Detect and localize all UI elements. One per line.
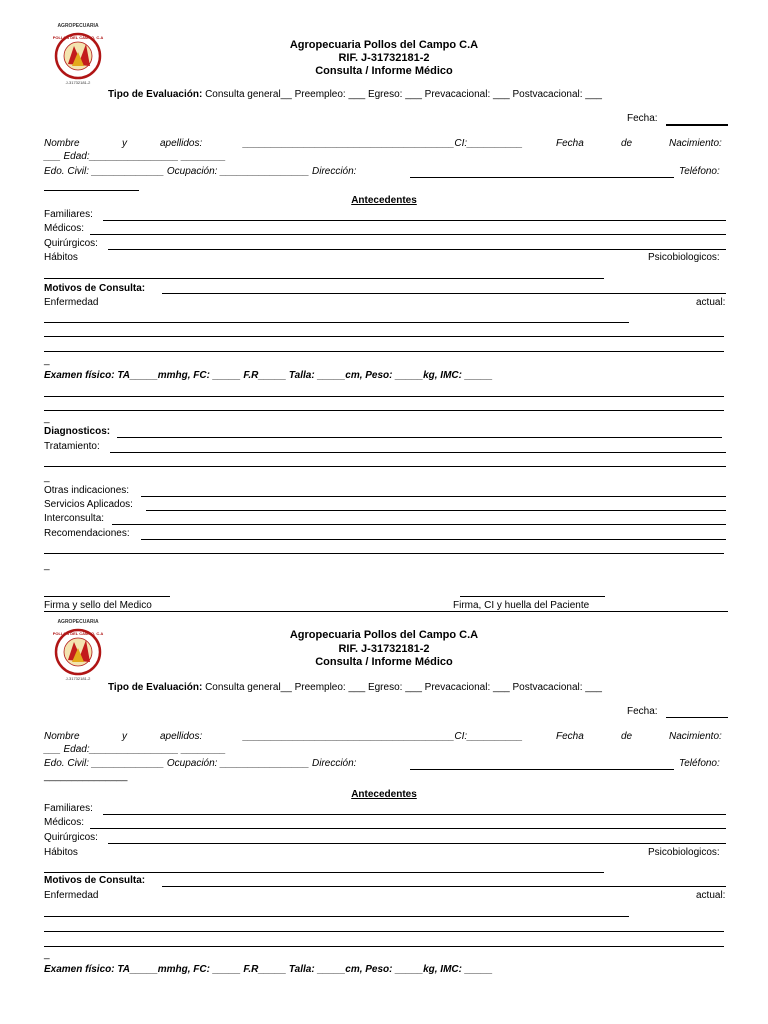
enfermedad-dash: _ <box>44 355 50 366</box>
de-label: de <box>621 731 633 742</box>
tratamiento-field-2[interactable] <box>44 466 726 467</box>
enfermedad-label: Enfermedad <box>44 890 99 901</box>
nombre-blank: ______________________________________ <box>243 138 455 149</box>
evaluation-type <box>108 89 602 101</box>
servicios-aplicados-field[interactable] <box>146 510 726 511</box>
medicos-field[interactable] <box>90 234 726 235</box>
nombre-field[interactable] <box>243 731 523 743</box>
psicobiologicos-label: Psicobiologicos: <box>648 252 720 263</box>
logo-top-text: AGROPECUARIA <box>57 619 99 625</box>
quirurgicos-label: Quirúrgicos: <box>44 832 98 843</box>
quirurgicos-label: Quirúrgicos: <box>44 238 98 249</box>
edad-field[interactable]: ___ Edad:________________ ________ <box>44 151 226 162</box>
enfermedad-label: Enfermedad <box>44 297 99 308</box>
motivos-field[interactable] <box>162 293 726 294</box>
civil-ocupacion-direccion[interactable]: Edo. Civil: _____________ Ocupación: ________________ Dirección: <box>44 758 357 769</box>
nombre-label: Nombre <box>44 138 80 149</box>
telefono-field[interactable] <box>44 190 139 191</box>
fecha-label: Fecha: <box>627 113 658 124</box>
nombre-field[interactable] <box>243 138 523 150</box>
form-copy-2 <box>0 614 768 1024</box>
apellidos-label: apellidos: <box>160 138 203 149</box>
medicos-label: Médicos: <box>44 817 85 828</box>
habitos-label: Hábitos <box>44 252 78 263</box>
enfermedad-field-3[interactable] <box>44 946 724 947</box>
interconsulta-label: Interconsulta: <box>44 513 105 524</box>
otras-indicaciones-field[interactable] <box>141 496 726 497</box>
evaluation-label: Tipo de Evaluación: <box>108 682 203 693</box>
fecha-field[interactable] <box>666 124 728 126</box>
diagnosticos-field[interactable] <box>117 437 722 438</box>
document-title: Consulta / Informe Médico <box>315 65 453 77</box>
telefono-field[interactable]: _______________ <box>44 771 128 782</box>
familiares-field[interactable] <box>103 814 726 815</box>
examen-field-2[interactable] <box>44 410 724 411</box>
recomendaciones-label: Recomendaciones: <box>44 528 130 539</box>
firma-paciente-line[interactable] <box>460 596 605 597</box>
familiares-label: Familiares: <box>44 803 93 814</box>
company-rif: RIF. J-31732181-2 <box>338 643 430 655</box>
antecedentes-title: Antecedentes <box>351 789 417 800</box>
evaluation-type <box>108 682 602 694</box>
recomendaciones-field-2[interactable] <box>44 553 724 554</box>
y-label: y <box>122 731 127 742</box>
company-name: Agropecuaria Pollos del Campo C.A <box>289 629 479 641</box>
telefono-label: Teléfono: <box>679 166 720 177</box>
nombre-blank: ______________________________________ <box>243 731 455 742</box>
civil-ocupacion-direccion[interactable]: Edo. Civil: _____________ Ocupación: ________________ Dirección: <box>44 166 357 177</box>
fecha-field[interactable] <box>666 717 728 718</box>
nacimiento-label: Nacimiento: <box>669 138 722 149</box>
evaluation-label: Tipo de Evaluación: <box>108 89 203 100</box>
medicos-label: Médicos: <box>44 223 85 234</box>
y-label: y <box>122 138 127 149</box>
recomendaciones-field-1[interactable] <box>141 539 726 540</box>
antecedentes-title: Antecedentes <box>351 195 417 206</box>
habitos-label: Hábitos <box>44 847 78 858</box>
evaluation-options[interactable]: Consulta general__ Preempleo: ___ Egreso: ___ Prevacacional: ___ Postvacacional: ___ <box>205 89 602 100</box>
section-divider <box>44 611 728 612</box>
examen-fisico[interactable]: Examen físico: TA_____mmhg, FC: _____ F.R_____ Talla: _____cm, Peso: _____kg, IMC: _____ <box>44 964 493 975</box>
firma-medico-label: Firma y sello del Medico <box>44 600 152 611</box>
direccion-field[interactable] <box>410 177 674 178</box>
fecha-nac-label: Fecha <box>556 138 584 149</box>
motivos-field[interactable] <box>162 886 726 887</box>
telefono-label: Teléfono: <box>679 758 720 769</box>
motivos-label: Motivos de Consulta: <box>44 875 146 886</box>
ci-label: CI:__________ <box>454 138 523 149</box>
diagnosticos-label: Diagnosticos: <box>44 426 111 437</box>
motivos-label: Motivos de Consulta: <box>44 283 146 294</box>
logo-bottom-text: J-31732181-2 <box>65 676 91 681</box>
nombre-label: Nombre <box>44 731 80 742</box>
medicos-field[interactable] <box>90 828 726 829</box>
tratamiento-field-1[interactable] <box>110 452 726 453</box>
logo-bottom-text: J-31732181-2 <box>65 80 91 85</box>
quirurgicos-field[interactable] <box>108 249 726 250</box>
enfermedad-dash: _ <box>44 949 50 960</box>
familiares-label: Familiares: <box>44 209 93 220</box>
company-rif: RIF. J-31732181-2 <box>338 52 430 64</box>
document-title: Consulta / Informe Médico <box>315 656 453 668</box>
firma-medico-line[interactable] <box>44 596 170 597</box>
evaluation-options[interactable]: Consulta general__ Preempleo: ___ Egreso: ___ Prevacacional: ___ Postvacacional: ___ <box>205 682 602 693</box>
interconsulta-field[interactable] <box>112 524 726 525</box>
otras-indicaciones-label: Otras indicaciones: <box>44 485 130 496</box>
quirurgicos-field[interactable] <box>108 843 726 844</box>
enfermedad-field-3[interactable] <box>44 351 724 352</box>
psicobiologicos-label: Psicobiologicos: <box>648 847 720 858</box>
enfermedad-field-2[interactable] <box>44 931 724 932</box>
edad-field[interactable]: ___ Edad:________________ ________ <box>44 744 226 755</box>
de-label: de <box>621 138 633 149</box>
tratamiento-dash: _ <box>44 472 50 483</box>
actual-label: actual: <box>696 890 726 901</box>
examen-field-1[interactable] <box>44 396 724 397</box>
firma-paciente-label: Firma, CI y huella del Paciente <box>453 600 590 611</box>
logo-top-text: AGROPECUARIA <box>57 23 99 29</box>
enfermedad-field-1[interactable] <box>44 916 629 917</box>
examen-fisico[interactable]: Examen físico: TA_____mmhg, FC: _____ F.R_____ Talla: _____cm, Peso: _____kg, IMC: _____ <box>44 370 493 381</box>
direccion-field[interactable] <box>410 769 674 770</box>
recomendaciones-dash: _ <box>44 560 50 571</box>
fecha-label: Fecha: <box>627 706 658 717</box>
apellidos-label: apellidos: <box>160 731 203 742</box>
company-name: Agropecuaria Pollos del Campo C.A <box>289 39 479 51</box>
familiares-field[interactable] <box>103 220 726 221</box>
habitos-field[interactable] <box>44 278 604 279</box>
habitos-field[interactable] <box>44 872 604 873</box>
examen-dash: _ <box>44 413 50 424</box>
fecha-nac-label: Fecha <box>556 731 584 742</box>
ci-label: CI:__________ <box>454 731 523 742</box>
nacimiento-label: Nacimiento: <box>669 731 722 742</box>
enfermedad-field-1[interactable] <box>44 322 629 323</box>
enfermedad-field-2[interactable] <box>44 336 724 337</box>
actual-label: actual: <box>696 297 726 308</box>
logo-ring-text: POLLOS DEL CAMPO, C.A <box>52 35 104 40</box>
logo-ring-text: POLLOS DEL CAMPO, C.A <box>52 631 104 636</box>
servicios-aplicados-label: Servicios Aplicados: <box>44 499 133 510</box>
tratamiento-label: Tratamiento: <box>44 441 100 452</box>
